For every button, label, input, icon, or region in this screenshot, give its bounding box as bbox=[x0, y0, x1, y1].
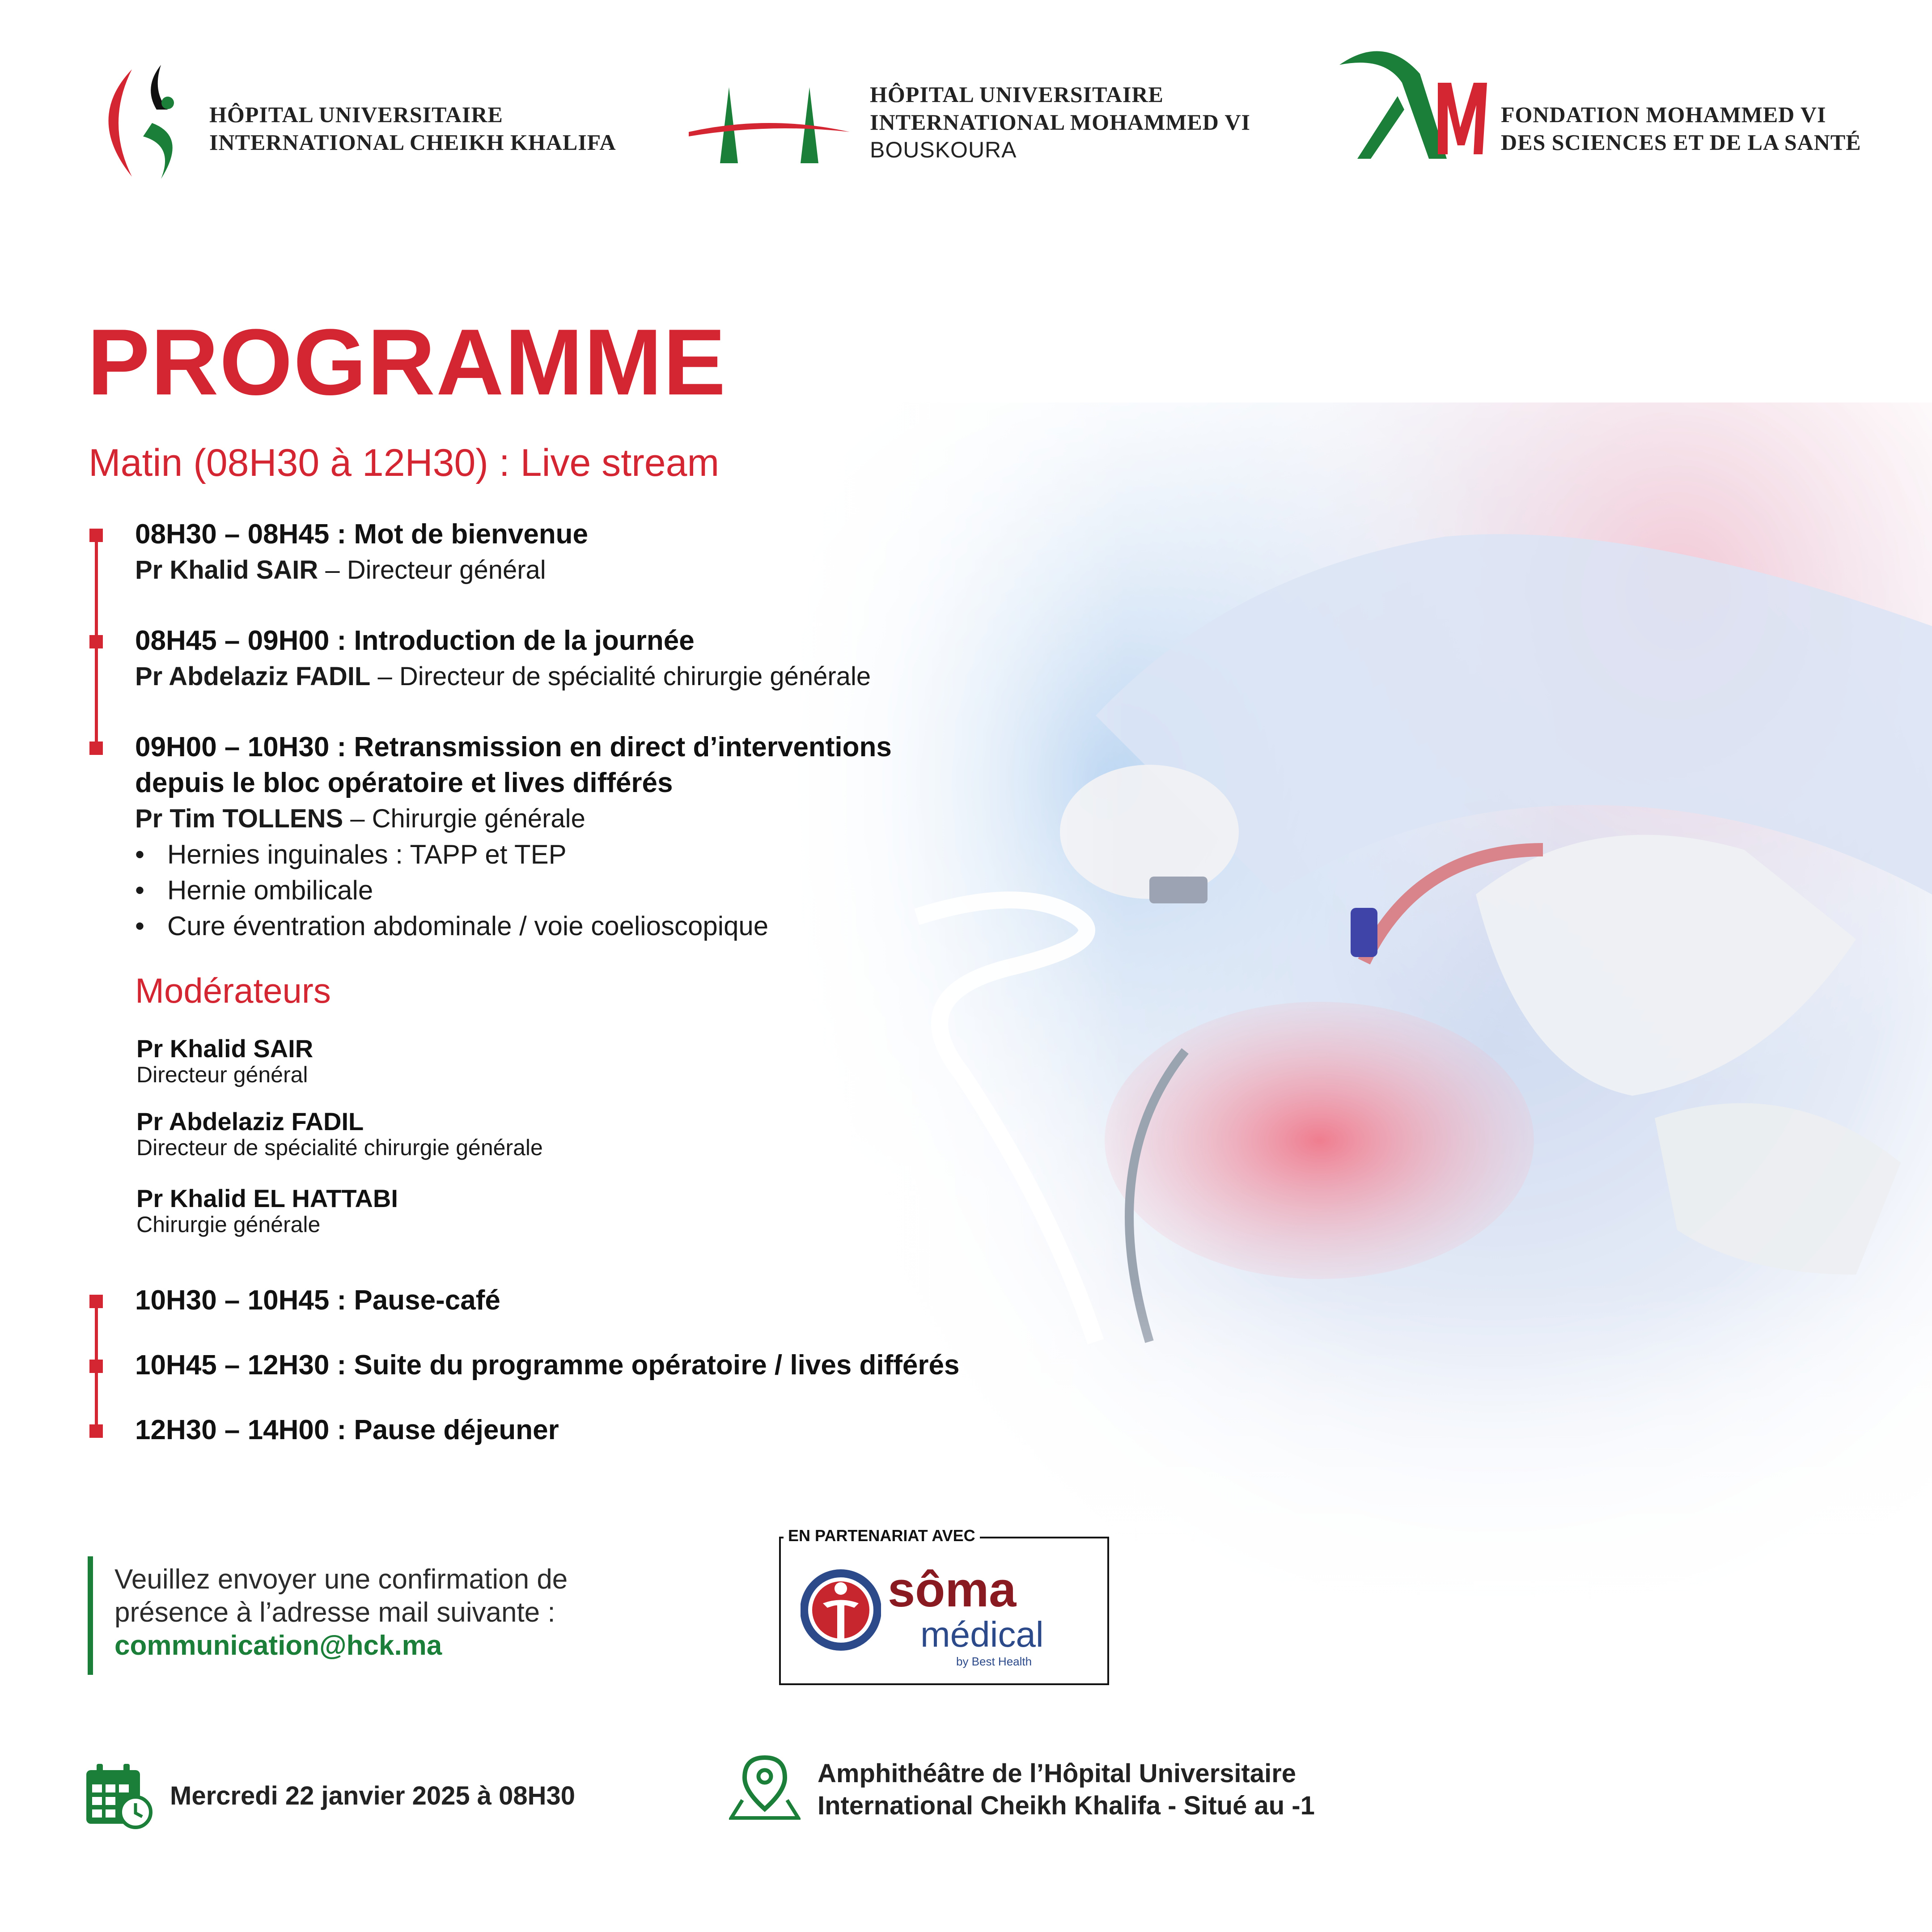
fondation-mohammed-vi-logo bbox=[1330, 38, 1496, 163]
speaker-name: Pr Abdelaziz FADIL bbox=[135, 662, 371, 691]
moderator-role: Directeur de spécialité chirurgie générale bbox=[136, 1135, 543, 1160]
partner-label: EN PARTENARIAT AVEC bbox=[784, 1525, 980, 1546]
topic-text: Hernie ombilicale bbox=[167, 875, 373, 905]
session-time-line1: 09H00 – 10H30 : Retransmission en direct d’interventions bbox=[135, 732, 892, 763]
location-line1: Amphithéâtre de l’Hôpital Universitaire bbox=[818, 1759, 1296, 1788]
bullet-dot: • bbox=[135, 839, 145, 869]
later-session: 12H30 – 14H00 : Pause déjeuner bbox=[135, 1415, 559, 1445]
moderator-item bbox=[136, 1035, 313, 1087]
calendar-clock-icon bbox=[84, 1762, 153, 1829]
timeline-marker bbox=[89, 1360, 103, 1373]
session-time: 08H45 – 09H00 : Introduction de la journée bbox=[135, 625, 695, 656]
logo1-line1: HÔPITAL UNIVERSITAIRE bbox=[209, 102, 503, 127]
mohammed-vi-hospital-logo bbox=[689, 83, 850, 168]
topic-bullet bbox=[135, 837, 892, 873]
session-time-line2: depuis le bloc opératoire et lives différés bbox=[135, 767, 673, 798]
moderator-item bbox=[136, 1185, 398, 1237]
moderator-role: Chirurgie générale bbox=[136, 1212, 321, 1237]
location-line2: International Cheikh Khalifa - Situé au -1 bbox=[818, 1791, 1315, 1820]
moderator-name: Pr Abdelaziz FADIL bbox=[136, 1107, 364, 1135]
bullet-dot: • bbox=[135, 911, 145, 941]
session-time: 08H30 – 08H45 : Mot de bienvenue bbox=[135, 519, 589, 550]
session-1 bbox=[135, 517, 588, 588]
soma-medical-logo-icon bbox=[801, 1561, 881, 1659]
timeline-marker bbox=[89, 741, 103, 755]
contact-email-link[interactable]: communication@hck.ma bbox=[114, 1630, 442, 1661]
logo3-text bbox=[1501, 101, 1861, 156]
logo2-line1: HÔPITAL UNIVERSITAIRE bbox=[870, 82, 1164, 107]
surgery-background-photo bbox=[783, 402, 1932, 1655]
speaker-role: – Directeur général bbox=[318, 555, 546, 585]
logo1-text bbox=[209, 101, 616, 156]
topic-bullet bbox=[135, 873, 892, 908]
topic-bullet bbox=[135, 908, 892, 944]
location-pin-icon bbox=[729, 1753, 801, 1820]
session-speaker bbox=[135, 659, 871, 695]
logo2-line3: BOUSKOURA bbox=[870, 137, 1017, 162]
logo3-line2: DES SCIENCES ET DE LA SANTÉ bbox=[1501, 130, 1861, 155]
timeline-marker bbox=[89, 1424, 103, 1438]
speaker-role: – Chirurgie générale bbox=[343, 804, 585, 833]
logo2-text bbox=[870, 80, 1250, 164]
partner-brand: sôma bbox=[888, 1562, 1017, 1617]
topic-text: Cure éventration abdominale / voie coelioscopique bbox=[167, 911, 769, 941]
session-speaker bbox=[135, 552, 588, 588]
cheikh-khalifa-logo bbox=[89, 60, 192, 181]
moderator-name: Pr Khalid SAIR bbox=[136, 1034, 314, 1063]
logo2-line2: INTERNATIONAL MOHAMMED VI bbox=[870, 110, 1250, 135]
later-session: 10H30 – 10H45 : Pause-café bbox=[135, 1285, 500, 1316]
session-3 bbox=[135, 729, 892, 944]
timeline-marker bbox=[89, 529, 103, 542]
logo3-line1: FONDATION MOHAMMED VI bbox=[1501, 102, 1826, 127]
speaker-name: Pr Tim TOLLENS bbox=[135, 804, 343, 833]
timeline-marker bbox=[89, 1295, 103, 1308]
later-session: 10H45 – 12H30 : Suite du programme opératoire / lives différés bbox=[135, 1350, 960, 1381]
contact-line2: présence à l’adresse mail suivante : bbox=[114, 1597, 555, 1628]
partner-brand-sub: médical bbox=[920, 1614, 1044, 1654]
moderator-name: Pr Khalid EL HATTABI bbox=[136, 1184, 398, 1212]
contact-line1: Veuillez envoyer une confirmation de bbox=[114, 1564, 568, 1595]
event-date: Mercredi 22 janvier 2025 à 08H30 bbox=[170, 1781, 576, 1810]
moderators-title: Modérateurs bbox=[135, 971, 331, 1010]
event-location bbox=[818, 1758, 1315, 1822]
speaker-name: Pr Khalid SAIR bbox=[135, 555, 318, 585]
moderator-role: Directeur général bbox=[136, 1062, 308, 1087]
bullet-dot: • bbox=[135, 875, 145, 905]
session-speaker bbox=[135, 801, 892, 837]
contact-block bbox=[114, 1563, 568, 1662]
session-2 bbox=[135, 623, 871, 695]
timeline-marker bbox=[89, 635, 103, 648]
session-subtitle: Matin (08H30 à 12H30) : Live stream bbox=[89, 441, 720, 484]
logo1-line2: INTERNATIONAL CHEIKH KHALIFA bbox=[209, 130, 616, 155]
page-title: PROGRAMME bbox=[87, 309, 727, 415]
partner-tagline: by Best Health bbox=[956, 1655, 1032, 1668]
topic-text: Hernies inguinales : TAPP et TEP bbox=[167, 839, 567, 869]
moderator-item bbox=[136, 1108, 543, 1160]
contact-accent-bar bbox=[88, 1556, 93, 1675]
speaker-role: – Directeur de spécialité chirurgie générale bbox=[370, 662, 871, 691]
